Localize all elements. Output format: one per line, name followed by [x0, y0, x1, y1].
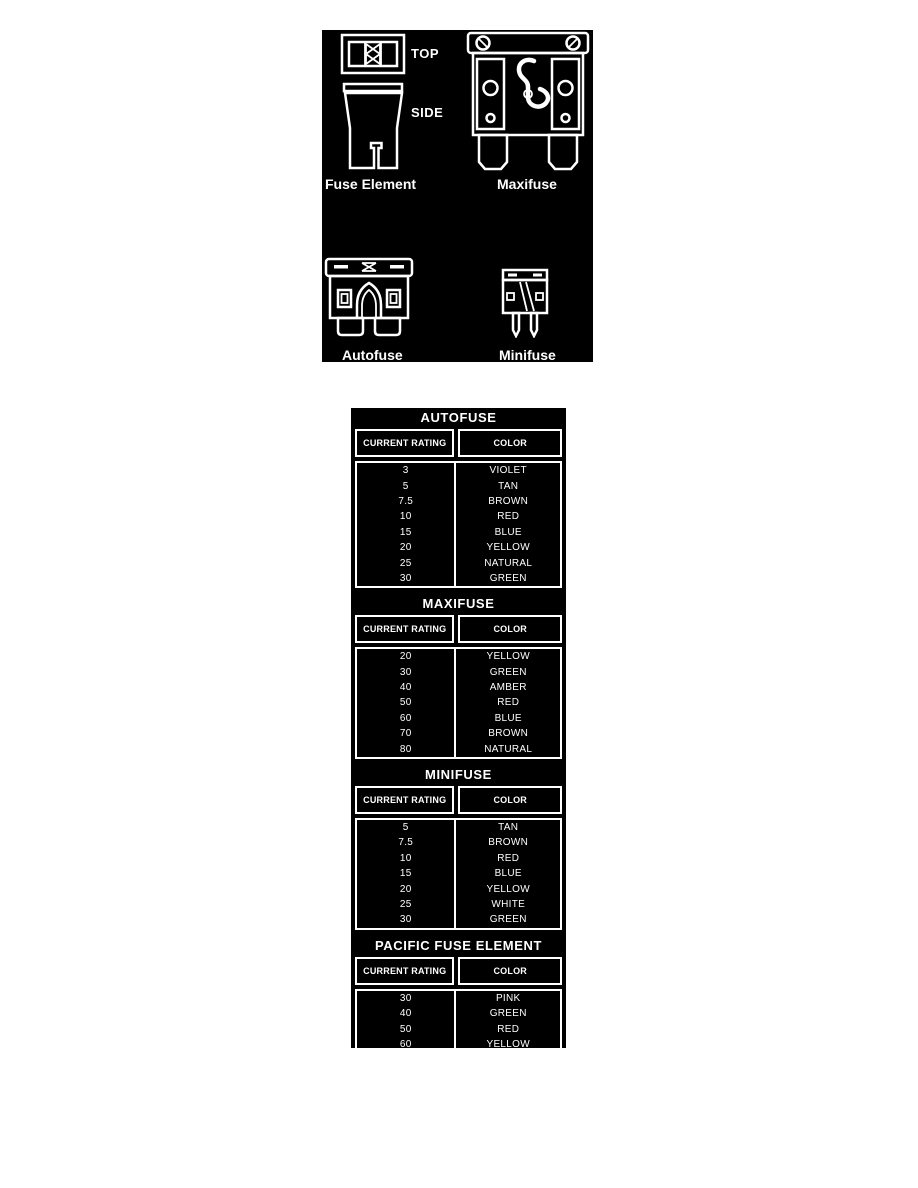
fuse-element-drawing [330, 32, 418, 174]
rating-cell: 60 [357, 1037, 456, 1048]
table-title: PACIFIC FUSE ELEMENT [374, 937, 543, 953]
color-cell: YELLOW [486, 1038, 530, 1048]
rating-cell: 30 [357, 665, 456, 680]
color-cell: NATURAL [484, 557, 533, 569]
table-row [357, 571, 560, 586]
rating-cell: 20 [357, 881, 456, 896]
color-header: COLOR [458, 615, 562, 643]
rating-cell: 50 [357, 695, 456, 710]
rating-cell: 15 [357, 866, 456, 881]
table-body [355, 461, 562, 588]
table-row [357, 866, 560, 881]
maxifuse-drawing [466, 31, 590, 171]
current-rating-header: CURRENT RATING [355, 957, 454, 985]
minifuse-caption: Minifuse [499, 347, 556, 363]
table-row [357, 649, 560, 664]
current-rating-header: CURRENT RATING [355, 615, 454, 643]
table-body [355, 818, 562, 930]
table-row [357, 711, 560, 726]
rating-cell: 5 [357, 478, 456, 493]
rating-cell: 40 [357, 680, 456, 695]
table-header-row [355, 615, 562, 643]
table-row [357, 680, 560, 695]
color-cell: RED [497, 852, 520, 864]
color-cell: WHITE [491, 899, 526, 910]
autofuse-caption: Autofuse [342, 347, 403, 363]
rating-cell: 5 [357, 820, 456, 835]
color-cell: GREEN [489, 914, 527, 926]
current-rating-header: CURRENT RATING [355, 429, 454, 457]
table-row [357, 912, 560, 927]
table-row [357, 851, 560, 866]
side-view-label: SIDE [411, 105, 444, 120]
pacific-fuse-element-table [355, 938, 562, 1048]
color-cell: GREEN [489, 666, 527, 678]
table-title: MAXIFUSE [422, 596, 495, 612]
rating-cell: 15 [357, 525, 456, 540]
color-cell: TAN [498, 822, 519, 834]
fuse-element-caption: Fuse Element [325, 176, 417, 192]
fuse-types-diagram [322, 30, 593, 362]
color-cell: TAN [498, 480, 519, 492]
rating-cell: 7.5 [357, 494, 456, 509]
rating-cell: 20 [357, 540, 456, 555]
table-header-row [355, 957, 562, 985]
table-row [357, 726, 560, 741]
color-cell: GREEN [489, 572, 527, 584]
rating-cell: 30 [357, 571, 456, 586]
minifuse-drawing [500, 268, 550, 338]
table-body [355, 989, 562, 1048]
color-cell: BROWN [488, 728, 529, 740]
table-row [357, 695, 560, 710]
minifuse-table [355, 767, 562, 930]
table-row [357, 741, 560, 756]
maxifuse-table [355, 596, 562, 759]
autofuse-drawing [324, 257, 414, 337]
rating-cell: 60 [357, 711, 456, 726]
table-row [357, 835, 560, 850]
rating-cell: 70 [357, 726, 456, 741]
color-cell: RED [497, 511, 520, 523]
table-row [357, 555, 560, 570]
rating-cell: 40 [357, 1006, 456, 1021]
color-header: COLOR [458, 957, 562, 985]
rating-cell: 3 [357, 463, 456, 478]
rating-cell: 25 [357, 897, 456, 912]
table-row [357, 494, 560, 509]
color-cell: BLUE [494, 712, 522, 724]
rating-cell: 30 [357, 912, 456, 927]
rating-cell: 10 [357, 509, 456, 524]
rating-cell: 7.5 [357, 835, 456, 850]
table-row [357, 478, 560, 493]
color-header: COLOR [458, 429, 562, 457]
table-row [357, 1037, 560, 1048]
color-cell: YELLOW [486, 651, 530, 663]
maxifuse-caption: Maxifuse [497, 176, 557, 192]
rating-cell: 10 [357, 851, 456, 866]
rating-cell: 50 [357, 1021, 456, 1036]
rating-cell: 30 [357, 991, 456, 1006]
table-row [357, 1006, 560, 1021]
table-title: AUTOFUSE [420, 410, 497, 425]
table-row [357, 665, 560, 680]
color-cell: BROWN [488, 837, 529, 849]
table-header-row [355, 786, 562, 814]
table-row [357, 1021, 560, 1036]
autofuse-table [355, 410, 562, 588]
color-cell: RED [497, 1023, 520, 1035]
table-row [357, 509, 560, 524]
color-header: COLOR [458, 786, 562, 814]
color-cell: PINK [495, 992, 521, 1004]
color-cell: NATURAL [484, 743, 533, 755]
color-cell: VIOLET [489, 465, 527, 477]
color-cell: BROWN [488, 495, 529, 507]
color-cell: BLUE [494, 868, 522, 880]
table-row [357, 881, 560, 896]
table-row [357, 991, 560, 1006]
top-view-label: TOP [411, 46, 439, 61]
color-cell: YELLOW [486, 883, 530, 895]
table-row [357, 463, 560, 478]
color-cell: YELLOW [486, 542, 530, 554]
current-rating-header: CURRENT RATING [355, 786, 454, 814]
table-title: MINIFUSE [425, 766, 492, 782]
table-header-row [355, 429, 562, 457]
table-row [357, 525, 560, 540]
rating-cell: 80 [357, 741, 456, 756]
rating-cell: 25 [357, 555, 456, 570]
table-row [357, 820, 560, 835]
table-row [357, 897, 560, 912]
color-cell: RED [497, 697, 520, 709]
table-row [357, 540, 560, 555]
rating-cell: 20 [357, 649, 456, 664]
color-cell: GREEN [489, 1008, 527, 1020]
color-cell: BLUE [494, 526, 522, 538]
table-body [355, 647, 562, 759]
color-cell: AMBER [489, 682, 527, 694]
fuse-rating-tables [351, 408, 566, 1048]
